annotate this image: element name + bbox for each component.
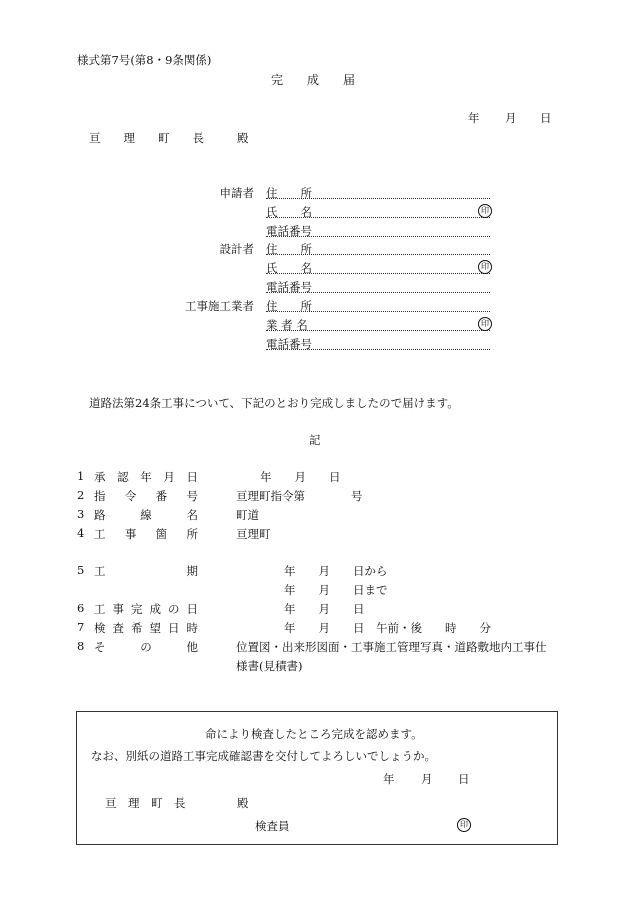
seal-icon: 印 <box>457 818 471 832</box>
item-number: 3 <box>77 507 85 521</box>
party-role-contractor: 工事施工業者 <box>185 299 254 313</box>
approval-box <box>76 711 558 845</box>
item-number: 6 <box>77 601 85 615</box>
item-label-char: 検 <box>94 621 106 635</box>
ki-heading: 記 <box>309 433 321 447</box>
party-role-designer: 設計者 <box>219 242 254 256</box>
party-field-label: 業 者 名 <box>266 318 308 332</box>
page-title: 完 成 届 <box>271 73 356 87</box>
item-label-char: 号 <box>186 489 198 503</box>
item-number: 8 <box>77 639 85 653</box>
approval-date-month: 月 <box>421 772 433 786</box>
item-label-char: 名 <box>186 508 198 522</box>
approval-addressee: 亘 理 町 長 <box>105 796 186 810</box>
item-value-second-line: 様書(見積書) <box>236 659 303 673</box>
party-field-label: 氏 名 <box>266 205 312 219</box>
item-label-char: 事 <box>124 527 137 541</box>
item-label-char: 日 <box>186 470 198 484</box>
item-value: 年 月 日 <box>284 602 365 616</box>
item-label <box>94 620 198 636</box>
item-label-char: 承 <box>94 470 106 484</box>
item-value: 年 月 日 午前・後 時 分 <box>284 621 491 635</box>
inspector-label: 検査員 <box>255 819 290 833</box>
item-label <box>94 601 198 617</box>
item-label-char: 所 <box>186 527 198 541</box>
item-value: 町道 <box>236 508 259 522</box>
item-label-char: 指 <box>94 489 106 503</box>
item-value: 位置図・出来形図面・工事施工管理写真・道路敷地内工事仕 <box>236 640 547 654</box>
item-label-char: の <box>140 640 152 654</box>
approval-date-year: 年 <box>383 772 395 786</box>
item-label <box>94 488 198 504</box>
item-label <box>94 469 198 485</box>
party-field-label: 住 所 <box>266 299 312 313</box>
approval-line2: なお、別紙の道路工事完成確認書を交付してよろしいでしょうか。 <box>91 749 436 763</box>
item-label-char: 年 <box>140 470 152 484</box>
item-label <box>94 507 198 523</box>
item-label-char: 完 <box>131 602 143 616</box>
item-label-char: 令 <box>124 489 137 503</box>
item-label-char: 路 <box>94 508 106 522</box>
item-value: 年 月 日から <box>284 564 388 578</box>
item-label-char: 希 <box>131 621 143 635</box>
item-number: 1 <box>77 469 85 483</box>
seal-icon: 印 <box>478 204 492 218</box>
item-label-char: 線 <box>140 508 152 522</box>
item-label-char: 工 <box>94 527 106 541</box>
item-label-char: 事 <box>112 602 124 616</box>
item-label-char: 番 <box>155 489 168 503</box>
item-label-char: 日 <box>168 621 180 635</box>
addressee-honorific: 殿 <box>237 131 249 145</box>
item-label-char: 望 <box>149 621 161 635</box>
item-value: 亘理町指令第 号 <box>236 489 363 503</box>
date-month: 月 <box>505 111 517 125</box>
item-number: 2 <box>77 488 85 502</box>
item-label-char: 成 <box>149 602 161 616</box>
party-field-label: 電話番号 <box>266 224 312 238</box>
item-label-char: 他 <box>186 640 198 654</box>
item-value-second-line: 年 月 日まで <box>284 583 388 597</box>
item-label-char: 査 <box>112 621 124 635</box>
date-year: 年 <box>468 111 480 125</box>
item-number: 7 <box>77 620 85 634</box>
approval-date-day: 日 <box>458 772 470 786</box>
item-label-char: 時 <box>186 621 198 635</box>
item-number: 5 <box>77 563 85 577</box>
approval-honorific: 殿 <box>237 796 249 810</box>
item-label-char: 期 <box>186 564 198 578</box>
party-field-label: 電話番号 <box>266 337 312 351</box>
party-field-label: 電話番号 <box>266 280 312 294</box>
seal-icon: 印 <box>478 317 492 331</box>
item-label <box>94 639 198 655</box>
item-label-char: 箇 <box>155 527 168 541</box>
addressee: 亘 理 町 長 <box>89 131 204 145</box>
party-field-label: 住 所 <box>266 242 312 256</box>
date-day: 日 <box>540 111 552 125</box>
item-label-char: 日 <box>186 602 198 616</box>
item-label-char: 工 <box>94 564 106 578</box>
party-field-label: 住 所 <box>266 186 312 200</box>
approval-line1: 命により検査したところ完成を認めます。 <box>205 727 423 741</box>
item-label-char: 工 <box>94 602 106 616</box>
item-label <box>94 526 198 542</box>
seal-icon: 印 <box>478 260 492 274</box>
party-role-applicant: 申請者 <box>219 186 254 200</box>
item-label-char: そ <box>94 640 106 654</box>
item-label-char: 月 <box>163 470 175 484</box>
item-number: 4 <box>77 526 85 540</box>
statement-text: 道路法第24条工事について、下記のとおり完成しましたので届けます。 <box>89 396 459 410</box>
party-field-label: 氏 名 <box>266 261 312 275</box>
item-label <box>94 563 198 579</box>
item-label-char: 認 <box>117 470 129 484</box>
item-label-char: の <box>168 602 180 616</box>
item-value: 亘理町 <box>236 527 271 541</box>
form-number: 様式第7号(第8・9条関係) <box>77 53 212 67</box>
item-value: 年 月 日 <box>260 470 341 484</box>
